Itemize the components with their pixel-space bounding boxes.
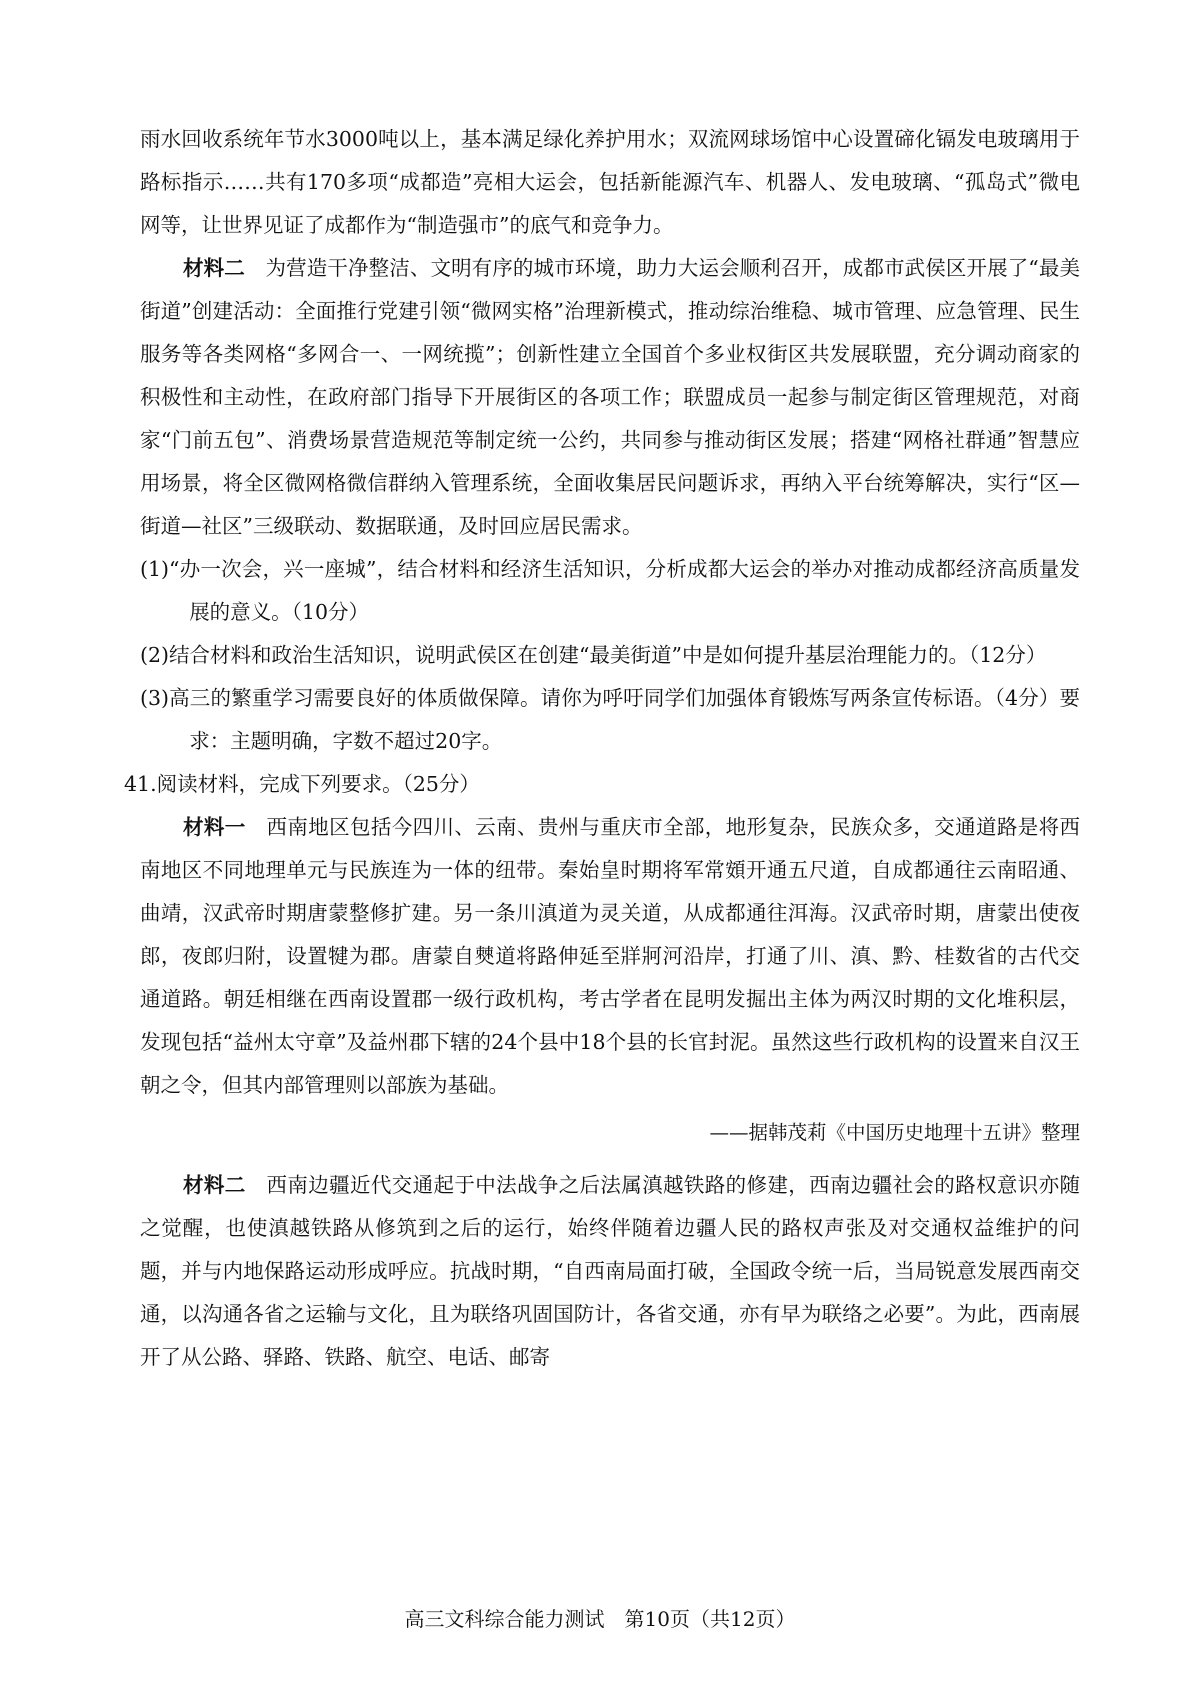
material-2-label: 材料二 bbox=[183, 256, 245, 280]
question-3: (3)高三的繁重学习需要良好的体质做保障。请你为呼吁同学们加强体育锻炼写两条宣传标语。（4分）要求：主题明确，字数不超过20字。 bbox=[140, 686, 1080, 753]
q41-material-1-paragraph bbox=[140, 806, 1080, 1107]
question-2: (2)结合材料和政治生活知识，说明武侯区在创建“最美街道”中是如何提升基层治理能力的。（12分） bbox=[140, 643, 1047, 667]
page-footer: 高三文科综合能力测试 第10页（共12页） bbox=[404, 1607, 796, 1631]
question-1: (1)“办一次会，兴一座城”，结合材料和经济生活知识，分析成都大运会的举办对推动成都经济高质量发展的意义。（10分） bbox=[140, 557, 1080, 624]
q41-material-1-label: 材料一 bbox=[183, 815, 246, 839]
material-2-text: 为营造干净整洁、文明有序的城市环境，助力大运会顺利召开，成都市武侯区开展了“最美街道”创建活动：全面推行党建引领“微网实格”治理新模式，推动综治维稳、城市管理、应急管理、民生服务等各类网格“多网合一、一网统揽”；创新性建立全国首个多业权街区共发展联盟，充分调动商家的积极性和主动性，在政府部门指导下开展街区的各项工作；联盟成员一起参与制定街区管理规范，对商家“门前五包”、消费场景营造规范等制定统一公约，共同参与推动街区发展；搭建“网格社群通”智慧应用场景，将全区微网格微信群纳入管理系统，全面收集居民问题诉求，再纳入平台统筹解决，实行“区—街道—社区”三级联动、数据联通，及时回应居民需求。 bbox=[140, 256, 1081, 538]
page-content bbox=[124, 118, 1081, 1379]
q41-material-2-paragraph bbox=[140, 1164, 1080, 1379]
material-2-paragraph bbox=[140, 247, 1080, 548]
q41-material-2-text: 西南边疆近代交通起于中法战争之后法属滇越铁路的修建，西南边疆社会的路权意识亦随之觉醒，也使滇越铁路从修筑到之后的运行，始终伴随着边疆人民的路权声张及对交通权益维护的问题，并与内地保路运动形成呼应。抗战时期，“自西南局面打破，全国政令统一后，当局锐意发展西南交通，以沟通各省之运输与文化，且为联络巩固国防计，各省交通，亦有早为联络之必要”。为此，西南展开了从公路、驿路、铁路、航空、电话、邮寄 bbox=[140, 1173, 1081, 1369]
q41-material-2-label: 材料二 bbox=[183, 1173, 246, 1197]
q41-material-1-text: 西南地区包括今四川、云南、贵州与重庆市全部，地形复杂，民族众多，交通道路是将西南地区不同地理单元与民族连为一体的纽带。秦始皇时期将军常頞开通五尺道，自成都通往云南昭通、曲靖，汉武帝时期唐蒙整修扩建。另一条川滇道为灵关道，从成都通往洱海。汉武帝时期，唐蒙出使夜郎，夜郎归附，设置犍为郡。唐蒙自僰道将路伸延至牂牁河沿岸，打通了川、滇、黔、桂数省的古代交通道路。朝廷相继在西南设置郡一级行政机构，考古学者在昆明发掘出主体为两汉时期的文化堆积层，发现包括“益州太守章”及益州郡下辖的24个县中18个县的长官封泥。虽然这些行政机构的设置来自汉王朝之令，但其内部管理则以部族为基础。 bbox=[140, 815, 1081, 1097]
q41-material-1-source: ——据韩茂莉《中国历史地理十五讲》整理 bbox=[709, 1121, 1080, 1144]
material-1-continued: 雨水回收系统年节水3000吨以上，基本满足绿化养护用水；双流网球场馆中心设置碲化镉发电玻璃用于路标指示……共有170多项“成都造”亮相大运会，包括新能源汽车、机器人、发电玻璃、“孤岛式”微电网等，让世界见证了成都作为“制造强市”的底气和竞争力。 bbox=[140, 127, 1080, 237]
question-41-heading: 41.阅读材料，完成下列要求。（25分） bbox=[124, 772, 480, 796]
